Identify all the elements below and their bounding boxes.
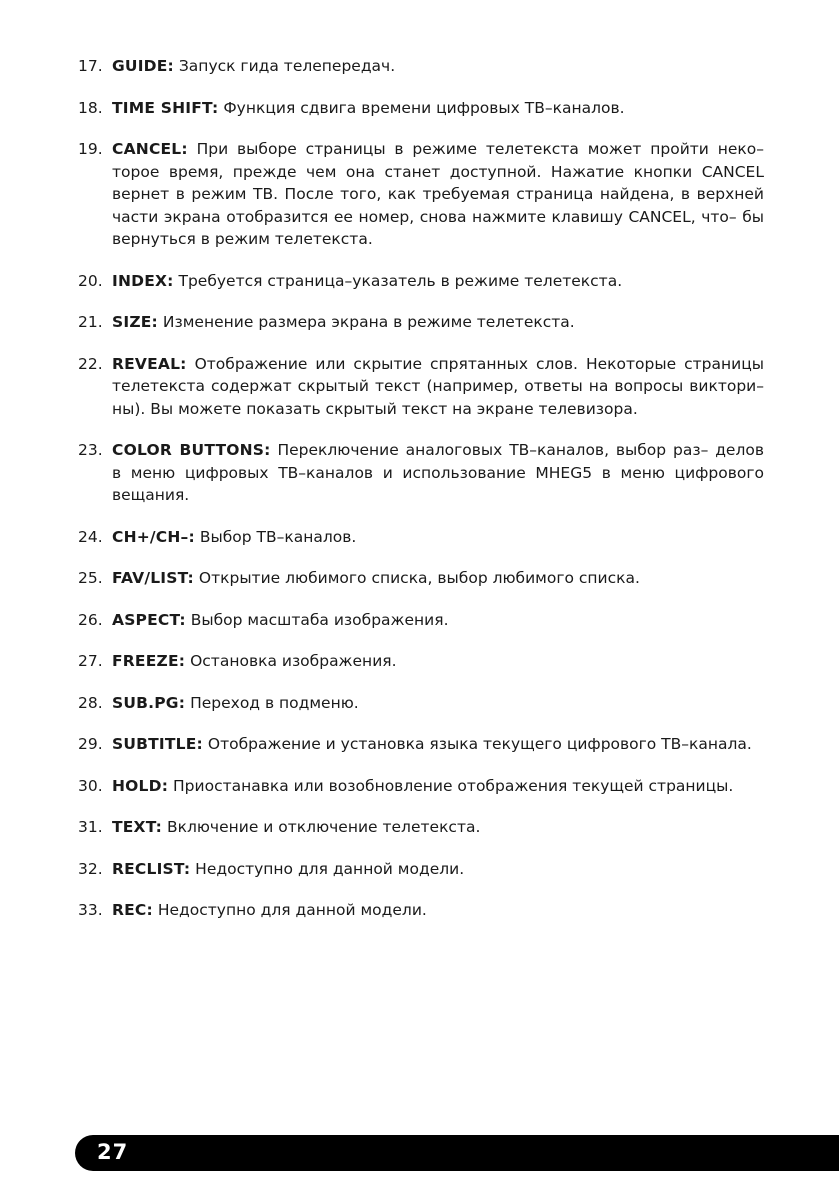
key-description: Запуск гида телепередач. — [178, 57, 396, 75]
item-body — [112, 138, 764, 251]
key-description: Отображение и установка языка текущего цифрового ТВ–канала. — [207, 735, 752, 753]
item-number: 17. — [78, 57, 103, 75]
list-item-guide — [78, 55, 764, 78]
item-body — [112, 353, 764, 421]
item-body — [112, 526, 764, 549]
item-body — [112, 609, 764, 632]
key-name: CH+/CH–: — [112, 527, 195, 546]
key-name: SUB.PG: — [112, 693, 186, 712]
list-item-fav-list — [78, 567, 764, 590]
key-name: FAV/LIST: — [112, 569, 194, 587]
key-name: HOLD: — [112, 776, 169, 795]
key-description: Недоступно для данной модели. — [195, 859, 465, 878]
list-item-rec — [78, 899, 764, 922]
list-item-aspect — [78, 609, 764, 632]
key-description: Функция сдвига времени цифровых ТВ–каналов. — [223, 98, 625, 117]
item-body — [112, 97, 764, 120]
item-body — [112, 858, 764, 881]
page-footer-bar — [75, 1135, 839, 1171]
key-name: INDEX: — [112, 271, 174, 290]
key-description: Переход в подменю. — [190, 693, 359, 712]
item-body — [112, 650, 764, 673]
key-description: При выборе страницы в режиме телетекста может пройти неко– торое время, прежде чем она станет доступной. Нажатие кнопки CANCEL вернет в режим ТВ. После того, как требуемая страница найдена, в верхней части экрана отобразится ее номер, снова нажмите клавишу CANCEL, что– бы вернуться в режим телетекста. — [112, 140, 764, 248]
item-number: 20. — [78, 271, 103, 290]
list-item-color-buttons — [78, 439, 764, 507]
key-name: GUIDE: — [112, 57, 174, 75]
key-name: CANCEL: — [112, 140, 188, 158]
list-item-subtitle — [78, 733, 764, 756]
item-number: 18. — [78, 98, 103, 117]
item-number: 27. — [78, 652, 103, 670]
key-name: SUBTITLE: — [112, 735, 203, 753]
list-item-freeze — [78, 650, 764, 673]
item-number: 32. — [78, 859, 103, 878]
list-item-size — [78, 311, 764, 334]
key-description: Выбор ТВ–каналов. — [199, 527, 357, 546]
list-item-index — [78, 270, 764, 293]
list-item-text — [78, 816, 764, 839]
list-item-ch — [78, 526, 764, 549]
item-number: 23. — [78, 441, 103, 459]
key-description: Изменение размера экрана в режиме телетекста. — [162, 313, 575, 331]
item-body — [112, 311, 764, 334]
item-number: 26. — [78, 610, 103, 629]
item-number: 31. — [78, 818, 103, 836]
item-number: 22. — [78, 354, 103, 373]
item-body — [112, 775, 764, 798]
key-description: Открытие любимого списка, выбор любимого списка. — [198, 569, 640, 587]
key-description: Недоступно для данной модели. — [157, 901, 427, 919]
key-name: RECLIST: — [112, 859, 191, 878]
key-description: Отображение или скрытие спрятанных слов. Некоторые страницы телетекста содержат скрытый текст (например, ответы на вопросы виктори– ны). Вы можете показать скрытый текст на экране телевизора. — [112, 354, 764, 418]
item-body — [112, 567, 764, 590]
key-name: COLOR BUTTONS: — [112, 441, 271, 459]
key-name: REVEAL: — [112, 354, 187, 373]
key-name: FREEZE: — [112, 652, 186, 670]
item-body — [112, 55, 764, 78]
item-body — [112, 899, 764, 922]
item-body — [112, 439, 764, 507]
key-description: Требуется страница–указатель в режиме телетекста. — [178, 271, 623, 290]
key-description: Включение и отключение телетекста. — [166, 818, 481, 836]
item-number: 29. — [78, 735, 103, 753]
key-description: Остановка изображения. — [190, 652, 397, 670]
item-number: 33. — [78, 901, 103, 919]
page-number: 27 — [97, 1140, 129, 1164]
item-body — [112, 816, 764, 839]
list-item-sub-pg — [78, 692, 764, 715]
key-name: TEXT: — [112, 818, 163, 836]
item-number: 21. — [78, 313, 103, 331]
list-item-hold — [78, 775, 764, 798]
key-name: REC: — [112, 901, 153, 919]
key-description: Приостанавка или возобновление отображения текущей страницы. — [173, 776, 734, 795]
item-number: 24. — [78, 527, 103, 546]
list-item-cancel — [78, 138, 764, 251]
key-name: TIME SHIFT: — [112, 98, 219, 117]
key-description: Переключение аналоговых ТВ–каналов, выбор раз– делов в меню цифровых ТВ–каналов и использование MHEG5 в меню цифрового вещания. — [112, 441, 764, 504]
key-description: Выбор масштаба изображения. — [190, 610, 449, 629]
item-number: 25. — [78, 569, 103, 587]
list-item-reveal — [78, 353, 764, 421]
list-item-time-shift — [78, 97, 764, 120]
list-item-reclist — [78, 858, 764, 881]
key-name: SIZE: — [112, 313, 158, 331]
item-number: 30. — [78, 776, 103, 795]
item-body — [112, 733, 764, 756]
item-number: 28. — [78, 693, 103, 712]
key-name: ASPECT: — [112, 610, 186, 629]
item-body — [112, 692, 764, 715]
remote-control-key-list — [78, 55, 764, 941]
item-number: 19. — [78, 140, 103, 158]
item-body — [112, 270, 764, 293]
